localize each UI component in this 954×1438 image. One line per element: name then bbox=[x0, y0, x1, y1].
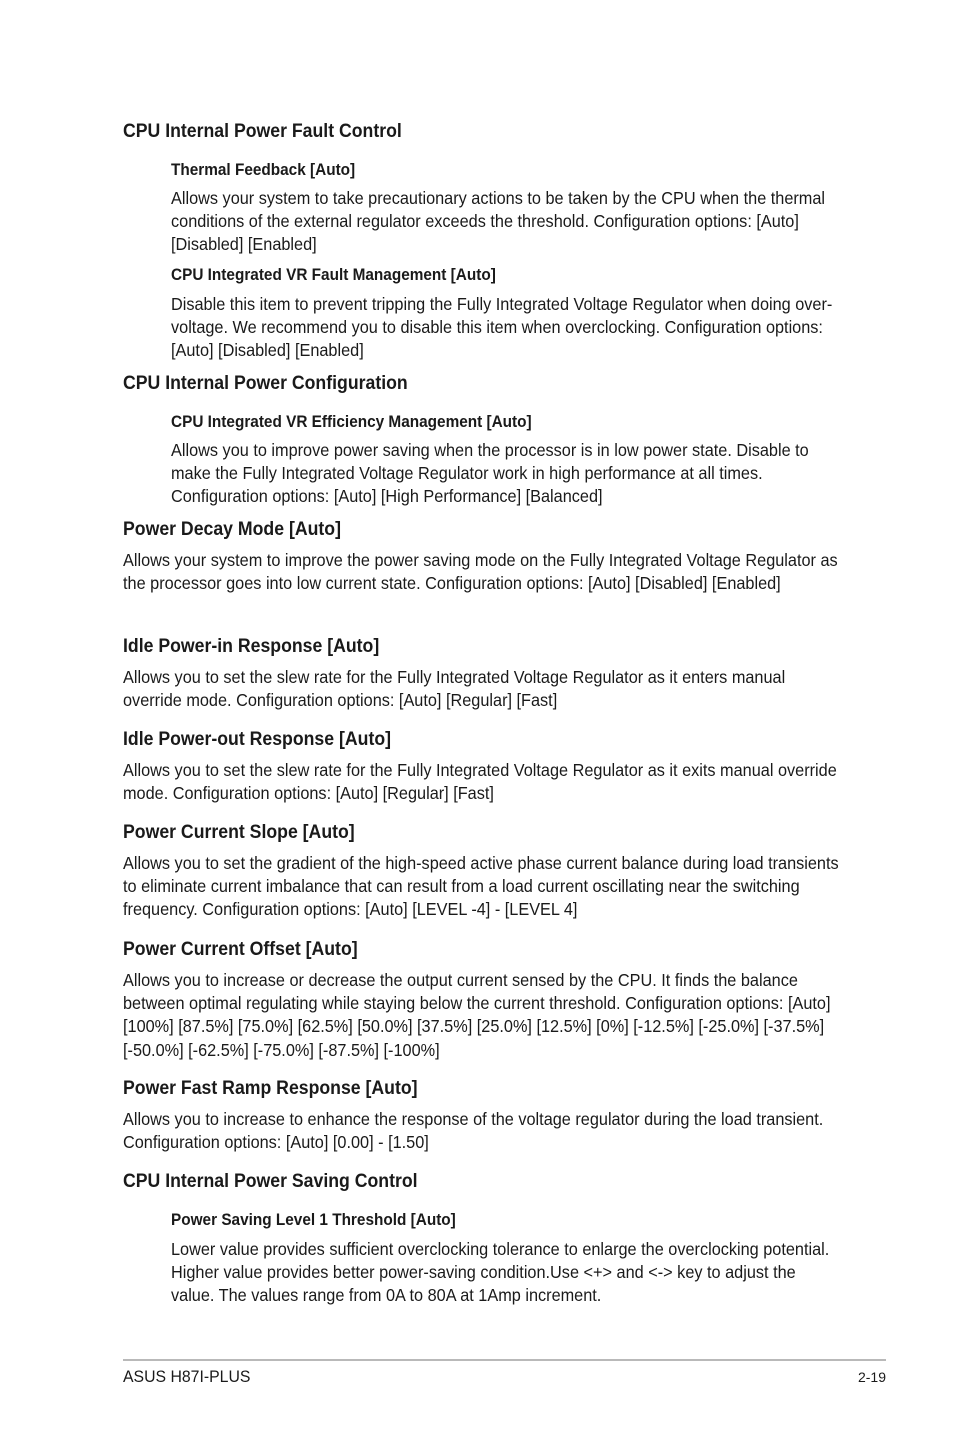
section-title-power-current-slope: Power Current Slope [Auto] bbox=[123, 822, 355, 843]
footer-page-number: 2-19 bbox=[857, 1369, 886, 1385]
section-title-cpu-internal-power-saving-control: CPU Internal Power Saving Control bbox=[123, 1171, 418, 1192]
footer-product-name: ASUS H87I-PLUS bbox=[123, 1367, 251, 1386]
item-body-thermal-feedback: Allows your system to take precautionary actions to be taken by the CPU when the thermal conditions of the external regulator exceeds the threshold. Configuration options: [Auto] [Disabled] [Enabled] bbox=[171, 188, 826, 255]
section-body-power-current-offset: Allows you to increase or decrease the output current sensed by the CPU. It finds the balance between optimal regulating while staying below the current threshold. Configuration options: [Auto] [100%] [87.5%] [75.0%] [62.5%] [50.0%] [37.5%] [25.0%] [12.5%] [0%] [-12.5%] [-25.0%] [-37.5%] [-50.0%] [-62.5%] [-75.0%] [-87.5%] [-100%] bbox=[123, 970, 831, 1060]
section-body-idle-power-in-response: Allows you to set the slew rate for the Fully Integrated Voltage Regulator as it enters manual override mode. Configuration options: [Auto] [Regular] [Fast] bbox=[123, 667, 786, 711]
section-body-power-fast-ramp-response: Allows you to increase to enhance the response of the voltage regulator during the load transient. Configuration options: [Auto] [0.00] - [1.50] bbox=[123, 1109, 824, 1153]
item-title-thermal-feedback: Thermal Feedback [Auto] bbox=[171, 161, 356, 179]
item-title-vr-efficiency-management: CPU Integrated VR Efficiency Management [Auto] bbox=[171, 413, 532, 431]
section-title-power-decay-mode: Power Decay Mode [Auto] bbox=[123, 519, 341, 540]
section-body-idle-power-out-response: Allows you to set the slew rate for the Fully Integrated Voltage Regulator as it exits manual override mode. Configuration options: [Auto] [Regular] [Fast] bbox=[123, 760, 837, 804]
footer-divider bbox=[123, 1359, 886, 1361]
item-title-power-saving-level-1-threshold: Power Saving Level 1 Threshold [Auto] bbox=[171, 1211, 456, 1229]
section-title-cpu-internal-power-configuration: CPU Internal Power Configuration bbox=[123, 373, 408, 394]
section-title-idle-power-in-response: Idle Power-in Response [Auto] bbox=[123, 636, 380, 657]
item-title-vr-fault-management: CPU Integrated VR Fault Management [Auto] bbox=[171, 266, 496, 284]
section-title-idle-power-out-response: Idle Power-out Response [Auto] bbox=[123, 729, 392, 750]
section-body-power-decay-mode: Allows your system to improve the power saving mode on the Fully Integrated Voltage Regulator as the processor goes into low current state. Configuration options: [Auto] [Disabled] [Enabled] bbox=[123, 550, 838, 594]
section-title-cpu-internal-power-fault-control: CPU Internal Power Fault Control bbox=[123, 121, 402, 142]
section-title-power-current-offset: Power Current Offset [Auto] bbox=[123, 939, 358, 960]
item-body-power-saving-level-1-threshold: Lower value provides sufficient overclocking tolerance to enlarge the overclocking potential. Higher value provides better power-saving condition.Use <+> and <-> key to adjust the value. The values range from 0A to 80A at 1Amp increment. bbox=[171, 1239, 830, 1306]
section-title-power-fast-ramp-response: Power Fast Ramp Response [Auto] bbox=[123, 1078, 418, 1099]
item-body-vr-efficiency-management: Allows you to improve power saving when the processor is in low power state. Disable to make the Fully Integrated Voltage Regulator work in high performance at all times. Configuration options: [Auto] [High Performance] [Balanced] bbox=[171, 440, 809, 507]
section-body-power-current-slope: Allows you to set the gradient of the high-speed active phase current balance during load transients to eliminate current imbalance that can result from a load current oscillating near the switching frequency. Configuration options: [Auto] [LEVEL -4] - [LEVEL 4] bbox=[123, 853, 839, 920]
item-body-vr-fault-management: Disable this item to prevent tripping the Fully Integrated Voltage Regulator when doing over-voltage. We recommend you to disable this item when overclocking. Configuration options: [Auto] [Disabled] [Enabled] bbox=[171, 294, 833, 361]
